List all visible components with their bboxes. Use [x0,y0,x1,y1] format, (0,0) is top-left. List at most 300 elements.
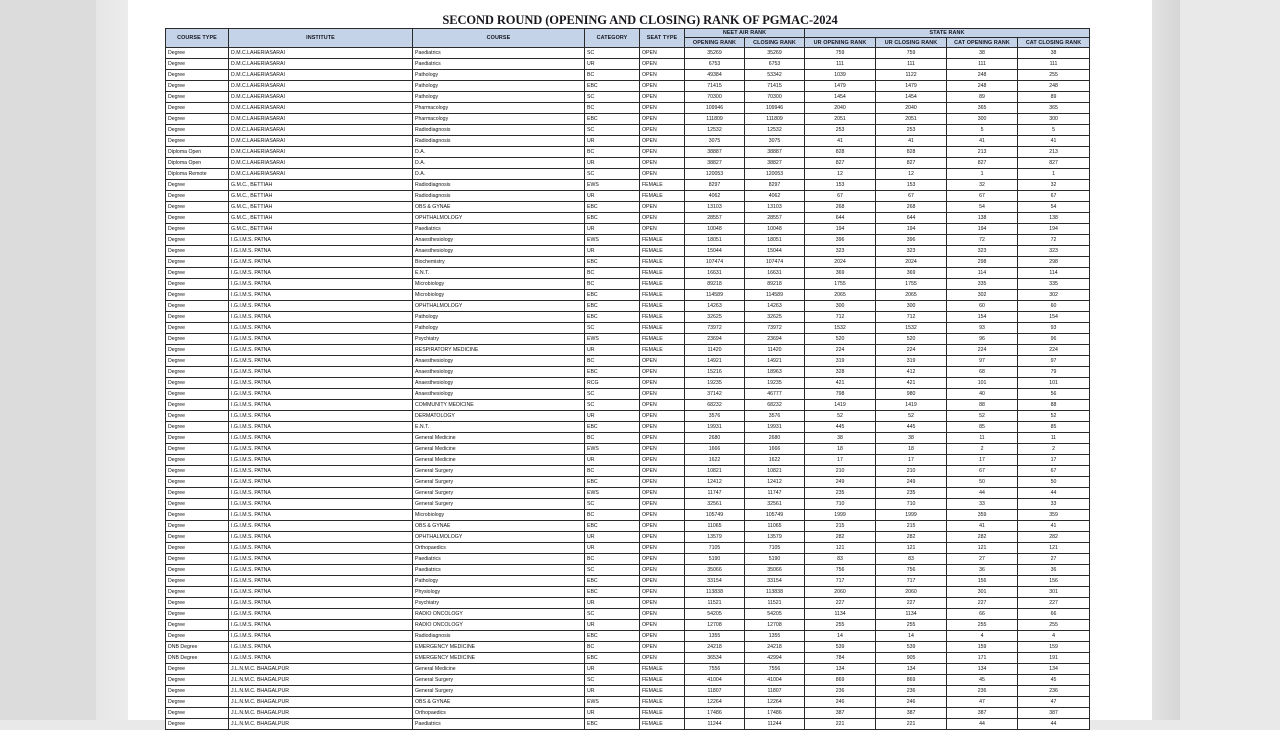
cell-ur-opening-rank: 1419 [805,400,876,411]
cell-cat-closing-rank: 33 [1018,499,1090,510]
cell-ur-closing-rank: 282 [876,532,947,543]
cell-institute: I.G.I.M.S. PATNA [229,532,413,543]
table-row[interactable] [166,719,1090,730]
table-row[interactable] [166,323,1090,334]
cell-ur-opening-rank: 221 [805,719,876,730]
cell-category: UR [585,620,640,631]
cell-course-type: DNB Degree [166,653,229,664]
cell-institute: I.G.I.M.S. PATNA [229,642,413,653]
cell-course-type: Degree [166,125,229,136]
cell-opening-rank: 14921 [685,356,745,367]
cell-category: UR [585,686,640,697]
cell-course: E.N.T. [413,422,585,433]
cell-ur-opening-rank: 14 [805,631,876,642]
cell-ur-opening-rank: 227 [805,598,876,609]
table-row[interactable] [166,554,1090,565]
table-row[interactable] [166,455,1090,466]
table-row[interactable] [166,510,1090,521]
table-header-row-group [166,29,1090,38]
table-row[interactable] [166,587,1090,598]
cell-cat-opening-rank: 52 [947,411,1018,422]
cell-opening-rank: 38827 [685,158,745,169]
cell-ur-opening-rank: 153 [805,180,876,191]
table-row[interactable] [166,48,1090,59]
table-row[interactable] [166,521,1090,532]
cell-cat-opening-rank: 224 [947,345,1018,356]
cell-ur-closing-rank: 756 [876,565,947,576]
cell-course: OPHTHALMOLOGY [413,213,585,224]
cell-course-type: DNB Degree [166,642,229,653]
cell-institute: I.G.I.M.S. PATNA [229,488,413,499]
column-header-course[interactable]: COURSE [413,29,585,48]
cell-seat-type: OPEN [640,565,685,576]
cell-seat-type: FEMALE [640,301,685,312]
cell-closing-rank: 53342 [745,70,805,81]
cell-closing-rank: 70300 [745,92,805,103]
table-row[interactable] [166,180,1090,191]
cell-cat-closing-rank: 41 [1018,136,1090,147]
table-row[interactable] [166,576,1090,587]
cell-course-type: Degree [166,686,229,697]
cell-course-type: Degree [166,103,229,114]
table-row[interactable] [166,367,1090,378]
cell-institute: I.G.I.M.S. PATNA [229,510,413,521]
cell-course-type: Degree [166,136,229,147]
table-row[interactable] [166,92,1090,103]
cell-closing-rank: 2680 [745,433,805,444]
table-row[interactable] [166,136,1090,147]
cell-ur-opening-rank: 121 [805,543,876,554]
cell-course-type: Degree [166,356,229,367]
cell-closing-rank: 18051 [745,235,805,246]
table-row[interactable] [166,378,1090,389]
cell-institute: I.G.I.M.S. PATNA [229,543,413,554]
cell-institute: I.G.I.M.S. PATNA [229,466,413,477]
column-header-cat-opening-rank[interactable]: CAT OPENING RANK [947,38,1018,48]
cell-opening-rank: 12532 [685,125,745,136]
table-row[interactable] [166,169,1090,180]
column-header-category[interactable]: CATEGORY [585,29,640,48]
cell-institute: D.M.C.LAHERIASARAI [229,158,413,169]
table-row[interactable] [166,290,1090,301]
cell-course-type: Degree [166,433,229,444]
cell-seat-type: FEMALE [640,708,685,719]
cell-course: Microbiology [413,510,585,521]
cell-course-type: Degree [166,598,229,609]
cell-institute: G.M.C., BETTIAH [229,180,413,191]
cell-institute: I.G.I.M.S. PATNA [229,598,413,609]
table-row[interactable] [166,301,1090,312]
cell-course: E.N.T. [413,268,585,279]
cell-course: General Surgery [413,686,585,697]
cell-ur-closing-rank: 323 [876,246,947,257]
cell-course: Microbiology [413,279,585,290]
cell-course-type: Degree [166,290,229,301]
cell-ur-closing-rank: 539 [876,642,947,653]
cell-opening-rank: 111809 [685,114,745,125]
cell-seat-type: OPEN [640,378,685,389]
cell-course-type: Degree [166,48,229,59]
cell-closing-rank: 73972 [745,323,805,334]
cell-closing-rank: 6753 [745,59,805,70]
cell-closing-rank: 7556 [745,664,805,675]
cell-cat-closing-rank: 282 [1018,532,1090,543]
cell-opening-rank: 11065 [685,521,745,532]
cell-ur-opening-rank: 710 [805,499,876,510]
cell-seat-type: OPEN [640,521,685,532]
cell-opening-rank: 68232 [685,400,745,411]
cell-cat-opening-rank: 154 [947,312,1018,323]
cell-cat-closing-rank: 323 [1018,246,1090,257]
cell-closing-rank: 120053 [745,169,805,180]
cell-cat-closing-rank: 156 [1018,576,1090,587]
cell-cat-opening-rank: 171 [947,653,1018,664]
cell-institute: J.L.N.M.C. BHAGALPUR [229,686,413,697]
cell-institute: I.G.I.M.S. PATNA [229,587,413,598]
table-row[interactable] [166,246,1090,257]
cell-ur-opening-rank: 2040 [805,103,876,114]
cell-ur-closing-rank: 221 [876,719,947,730]
cell-institute: I.G.I.M.S. PATNA [229,268,413,279]
column-header-closing-rank[interactable]: CLOSING RANK [745,38,805,48]
column-header-institute[interactable]: INSTITUTE [229,29,413,48]
cell-opening-rank: 5190 [685,554,745,565]
cell-seat-type: OPEN [640,202,685,213]
cell-ur-opening-rank: 712 [805,312,876,323]
cell-course: OBS & GYNAE [413,202,585,213]
table-row[interactable] [166,279,1090,290]
cell-ur-closing-rank: 246 [876,697,947,708]
cell-institute: D.M.C.LAHERIASARAI [229,125,413,136]
cell-category: BC [585,466,640,477]
table-row[interactable] [166,697,1090,708]
cell-ur-opening-rank: 52 [805,411,876,422]
cell-category: BC [585,268,640,279]
table-row[interactable] [166,268,1090,279]
rank-table [165,28,1090,730]
table-row[interactable] [166,499,1090,510]
cell-category: BC [585,279,640,290]
cell-institute: I.G.I.M.S. PATNA [229,235,413,246]
column-header-ur-opening-rank[interactable]: UR OPENING RANK [805,38,876,48]
cell-cat-opening-rank: 41 [947,136,1018,147]
cell-course: Pathology [413,70,585,81]
cell-course: Paediatrics [413,565,585,576]
cell-course: D.A. [413,158,585,169]
cell-closing-rank: 54205 [745,609,805,620]
cell-ur-opening-rank: 319 [805,356,876,367]
cell-course-type: Degree [166,510,229,521]
cell-ur-opening-rank: 67 [805,191,876,202]
cell-cat-closing-rank: 56 [1018,389,1090,400]
cell-category: BC [585,642,640,653]
cell-institute: I.G.I.M.S. PATNA [229,389,413,400]
table-row[interactable] [166,59,1090,70]
cell-category: SC [585,125,640,136]
cell-course: RADIO ONCOLOGY [413,620,585,631]
table-row[interactable] [166,609,1090,620]
cell-course-type: Degree [166,631,229,642]
cell-seat-type: OPEN [640,653,685,664]
cell-ur-closing-rank: 52 [876,411,947,422]
cell-cat-opening-rank: 101 [947,378,1018,389]
cell-ur-closing-rank: 1454 [876,92,947,103]
cell-category: EBC [585,521,640,532]
table-row[interactable] [166,81,1090,92]
table-row[interactable] [166,433,1090,444]
table-row[interactable] [166,466,1090,477]
cell-course-type: Degree [166,576,229,587]
cell-ur-closing-rank: 710 [876,499,947,510]
cell-ur-opening-rank: 249 [805,477,876,488]
cell-ur-opening-rank: 539 [805,642,876,653]
cell-course-type: Degree [166,477,229,488]
table-row[interactable] [166,235,1090,246]
cell-opening-rank: 120053 [685,169,745,180]
cell-opening-rank: 8297 [685,180,745,191]
cell-course-type: Degree [166,565,229,576]
cell-ur-opening-rank: 2024 [805,257,876,268]
table-row[interactable] [166,543,1090,554]
cell-institute: I.G.I.M.S. PATNA [229,290,413,301]
cell-opening-rank: 10048 [685,224,745,235]
cell-opening-rank: 73972 [685,323,745,334]
table-row[interactable] [166,631,1090,642]
cell-cat-opening-rank: 89 [947,92,1018,103]
cell-ur-opening-rank: 1454 [805,92,876,103]
cell-cat-opening-rank: 85 [947,422,1018,433]
cell-opening-rank: 37142 [685,389,745,400]
cell-ur-opening-rank: 253 [805,125,876,136]
cell-ur-opening-rank: 798 [805,389,876,400]
table-row[interactable] [166,686,1090,697]
cell-course: OPHTHALMOLOGY [413,532,585,543]
cell-cat-opening-rank: 827 [947,158,1018,169]
cell-course-type: Degree [166,400,229,411]
cell-seat-type: FEMALE [640,180,685,191]
cell-ur-opening-rank: 387 [805,708,876,719]
cell-institute: I.G.I.M.S. PATNA [229,312,413,323]
cell-course: General Medicine [413,444,585,455]
cell-institute: D.M.C.LAHERIASARAI [229,114,413,125]
cell-cat-closing-rank: 97 [1018,356,1090,367]
cell-course: RESPIRATORY MEDICINE [413,345,585,356]
cell-ur-opening-rank: 300 [805,301,876,312]
cell-category: EWS [585,235,640,246]
cell-cat-closing-rank: 44 [1018,488,1090,499]
table-row[interactable] [166,488,1090,499]
cell-seat-type: OPEN [640,598,685,609]
cell-ur-opening-rank: 210 [805,466,876,477]
cell-ur-closing-rank: 210 [876,466,947,477]
cell-course: EMERGENCY MEDICINE [413,642,585,653]
table-row[interactable] [166,444,1090,455]
cell-institute: I.G.I.M.S. PATNA [229,433,413,444]
cell-cat-closing-rank: 67 [1018,466,1090,477]
cell-cat-opening-rank: 32 [947,180,1018,191]
cell-seat-type: OPEN [640,169,685,180]
cell-closing-rank: 1355 [745,631,805,642]
cell-category: UR [585,598,640,609]
cell-institute: D.M.C.LAHERIASARAI [229,59,413,70]
cell-closing-rank: 1622 [745,455,805,466]
cell-opening-rank: 7556 [685,664,745,675]
table-row[interactable] [166,389,1090,400]
cell-closing-rank: 41004 [745,675,805,686]
cell-opening-rank: 1355 [685,631,745,642]
cell-course: RADIO ONCOLOGY [413,609,585,620]
cell-cat-closing-rank: 41 [1018,521,1090,532]
cell-opening-rank: 13103 [685,202,745,213]
column-header-seat-type[interactable]: SEAT TYPE [640,29,685,48]
cell-ur-opening-rank: 194 [805,224,876,235]
cell-cat-closing-rank: 50 [1018,477,1090,488]
cell-seat-type: OPEN [640,576,685,587]
table-row[interactable] [166,103,1090,114]
cell-course-type: Degree [166,345,229,356]
cell-category: UR [585,532,640,543]
cell-course: Radiodiagnosis [413,136,585,147]
cell-institute: D.M.C.LAHERIASARAI [229,103,413,114]
cell-course: EMERGENCY MEDICINE [413,653,585,664]
table-row[interactable] [166,477,1090,488]
cell-institute: I.G.I.M.S. PATNA [229,620,413,631]
cell-seat-type: FEMALE [640,246,685,257]
cell-ur-closing-rank: 827 [876,158,947,169]
cell-closing-rank: 12532 [745,125,805,136]
cell-course: Radiodiagnosis [413,180,585,191]
column-header-course-type[interactable]: COURSE TYPE [166,29,229,48]
cell-ur-closing-rank: 2024 [876,257,947,268]
cell-cat-closing-rank: 52 [1018,411,1090,422]
cell-institute: I.G.I.M.S. PATNA [229,477,413,488]
table-row[interactable] [166,224,1090,235]
table-row[interactable] [166,620,1090,631]
table-row[interactable] [166,257,1090,268]
cell-ur-closing-rank: 2051 [876,114,947,125]
cell-course-type: Degree [166,213,229,224]
cell-course-type: Degree [166,609,229,620]
cell-institute: I.G.I.M.S. PATNA [229,400,413,411]
table-row[interactable] [166,400,1090,411]
cell-ur-closing-rank: 153 [876,180,947,191]
table-row[interactable] [166,411,1090,422]
table-row[interactable] [166,642,1090,653]
cell-course-type: Degree [166,279,229,290]
cell-ur-closing-rank: 255 [876,620,947,631]
table-row[interactable] [166,664,1090,675]
table-row[interactable] [166,356,1090,367]
table-row[interactable] [166,532,1090,543]
table-row[interactable] [166,70,1090,81]
cell-seat-type: FEMALE [640,697,685,708]
cell-course-type: Degree [166,301,229,312]
cell-ur-opening-rank: 111 [805,59,876,70]
table-row[interactable] [166,708,1090,719]
table-row[interactable] [166,334,1090,345]
cell-institute: I.G.I.M.S. PATNA [229,279,413,290]
cell-cat-opening-rank: 27 [947,554,1018,565]
table-row[interactable] [166,565,1090,576]
cell-ur-opening-rank: 224 [805,345,876,356]
table-row[interactable] [166,675,1090,686]
table-row[interactable] [166,202,1090,213]
column-header-cat-closing-rank[interactable]: CAT CLOSING RANK [1018,38,1090,48]
cell-ur-opening-rank: 215 [805,521,876,532]
cell-closing-rank: 12264 [745,697,805,708]
cell-category: EWS [585,697,640,708]
column-header-ur-closing-rank[interactable]: UR CLOSING RANK [876,38,947,48]
table-row[interactable] [166,125,1090,136]
cell-seat-type: OPEN [640,433,685,444]
cell-category: EWS [585,334,640,345]
table-row[interactable] [166,312,1090,323]
cell-institute: D.M.C.LAHERIASARAI [229,136,413,147]
cell-ur-opening-rank: 2060 [805,587,876,598]
cell-cat-opening-rank: 45 [947,675,1018,686]
cell-closing-rank: 11065 [745,521,805,532]
cell-seat-type: OPEN [640,488,685,499]
cell-cat-opening-rank: 36 [947,565,1018,576]
cell-category: UR [585,59,640,70]
cell-closing-rank: 14263 [745,301,805,312]
cell-category: SC [585,565,640,576]
cell-cat-closing-rank: 72 [1018,235,1090,246]
cell-institute: I.G.I.M.S. PATNA [229,345,413,356]
cell-cat-closing-rank: 5 [1018,125,1090,136]
cell-cat-opening-rank: 1 [947,169,1018,180]
table-row[interactable] [166,114,1090,125]
cell-closing-rank: 71415 [745,81,805,92]
cell-category: EBC [585,213,640,224]
cell-category: EBC [585,587,640,598]
cell-seat-type: FEMALE [640,312,685,323]
cell-institute: I.G.I.M.S. PATNA [229,653,413,664]
cell-cat-closing-rank: 32 [1018,180,1090,191]
cell-course-type: Degree [166,378,229,389]
cell-ur-closing-rank: 905 [876,653,947,664]
cell-seat-type: FEMALE [640,235,685,246]
table-row[interactable] [166,213,1090,224]
cell-opening-rank: 15216 [685,367,745,378]
cell-seat-type: OPEN [640,642,685,653]
cell-ur-closing-rank: 2065 [876,290,947,301]
table-row[interactable] [166,345,1090,356]
table-row[interactable] [166,147,1090,158]
cell-course-type: Diploma Remote [166,169,229,180]
cell-course: Orthopaedics [413,708,585,719]
cell-ur-opening-rank: 255 [805,620,876,631]
cell-ur-closing-rank: 869 [876,675,947,686]
cell-ur-opening-rank: 1039 [805,70,876,81]
table-row[interactable] [166,653,1090,664]
cell-ur-closing-rank: 520 [876,334,947,345]
table-row[interactable] [166,598,1090,609]
cell-opening-rank: 1622 [685,455,745,466]
cell-cat-closing-rank: 36 [1018,565,1090,576]
cell-course: COMMUNITY MEDICINE [413,400,585,411]
table-row[interactable] [166,191,1090,202]
table-row[interactable] [166,422,1090,433]
column-header-opening-rank[interactable]: OPENING RANK [685,38,745,48]
table-row[interactable] [166,158,1090,169]
cell-category: SC [585,389,640,400]
cell-ur-closing-rank: 2060 [876,587,947,598]
cell-cat-opening-rank: 38 [947,48,1018,59]
cell-category: SC [585,675,640,686]
cell-course-type: Degree [166,455,229,466]
cell-cat-closing-rank: 45 [1018,675,1090,686]
